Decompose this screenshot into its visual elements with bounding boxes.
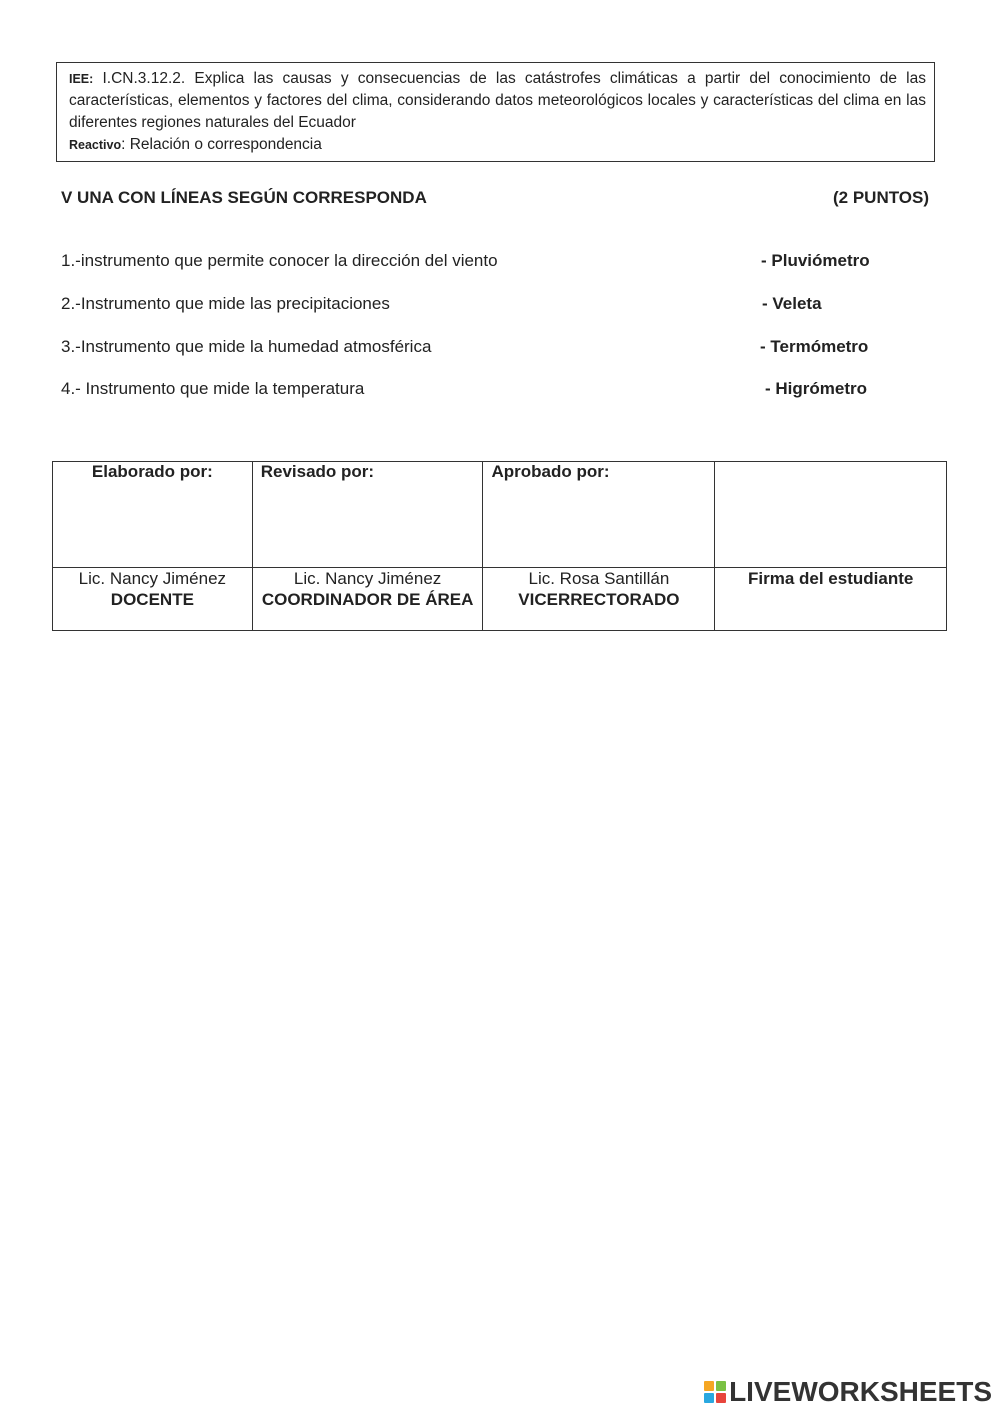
answer-4[interactable]: - Higrómetro (765, 379, 867, 398)
question-1: 1.-instrumento que permite conocer la dirección del viento (61, 251, 498, 270)
logo-tile (704, 1381, 714, 1391)
section-title: V UNA CON LÍNEAS SEGÚN CORRESPONDA (61, 188, 427, 207)
name-docente: Lic. Nancy Jiménez (78, 569, 227, 588)
header-blank (715, 462, 947, 568)
answer-3[interactable]: - Termómetro (760, 337, 869, 356)
role-vicerrectorado: VICERRECTORADO (518, 590, 680, 609)
question-4: 4.- Instrumento que mide la temperatura (61, 379, 365, 398)
iee-paragraph (69, 68, 926, 134)
question-3: 3.-Instrumento que mide la humedad atmosférica (61, 337, 432, 356)
liveworksheets-logo (704, 1377, 992, 1407)
cell-student-signature (715, 568, 947, 631)
section-points: (2 PUNTOS) (833, 188, 930, 207)
answer-2[interactable]: - Veleta (762, 294, 822, 313)
name-vicerrectorado: Lic. Rosa Santillán (528, 569, 670, 588)
logo-tile (716, 1381, 726, 1391)
question-2: 2.-Instrumento que mide las precipitaciones (61, 294, 390, 313)
cell-coordinador (252, 568, 483, 631)
answer-1[interactable]: - Pluviómetro (761, 251, 870, 270)
logo-tiles-icon (704, 1381, 726, 1403)
header-revisado: Revisado por: (252, 462, 483, 568)
logo-text: LIVEWORKSHEETS (729, 1376, 992, 1407)
role-docente: DOCENTE (110, 590, 194, 609)
reactivo-paragraph (69, 134, 926, 156)
iee-label: IEE: (69, 72, 94, 86)
name-coordinador: Lic. Nancy Jiménez (293, 569, 442, 588)
logo-tile (704, 1393, 714, 1403)
header-elaborado: Elaborado por: (53, 462, 253, 568)
signature-header-row (53, 462, 947, 568)
logo-tile (716, 1393, 726, 1403)
cell-docente (53, 568, 253, 631)
signature-name-row (53, 568, 947, 631)
iee-text: I.CN.3.12.2. Explica las causas y consecuencias de las catástrofes climáticas a partir del conocimiento de las características, elementos y factores del clima, considerando datos meteorológicos locales y características del clima en las diferentes regiones naturales del Ecuador (69, 70, 926, 131)
cell-vicerrectorado (483, 568, 715, 631)
reactivo-text: : Relación o correspondencia (121, 136, 322, 153)
role-coordinador: COORDINADOR DE ÁREA (261, 590, 474, 609)
header-aprobado: Aprobado por: (483, 462, 715, 568)
signature-table (52, 461, 947, 631)
student-signature-label: Firma del estudiante (748, 569, 914, 588)
reactivo-label: Reactivo (69, 138, 122, 152)
iee-info-box (56, 62, 935, 162)
